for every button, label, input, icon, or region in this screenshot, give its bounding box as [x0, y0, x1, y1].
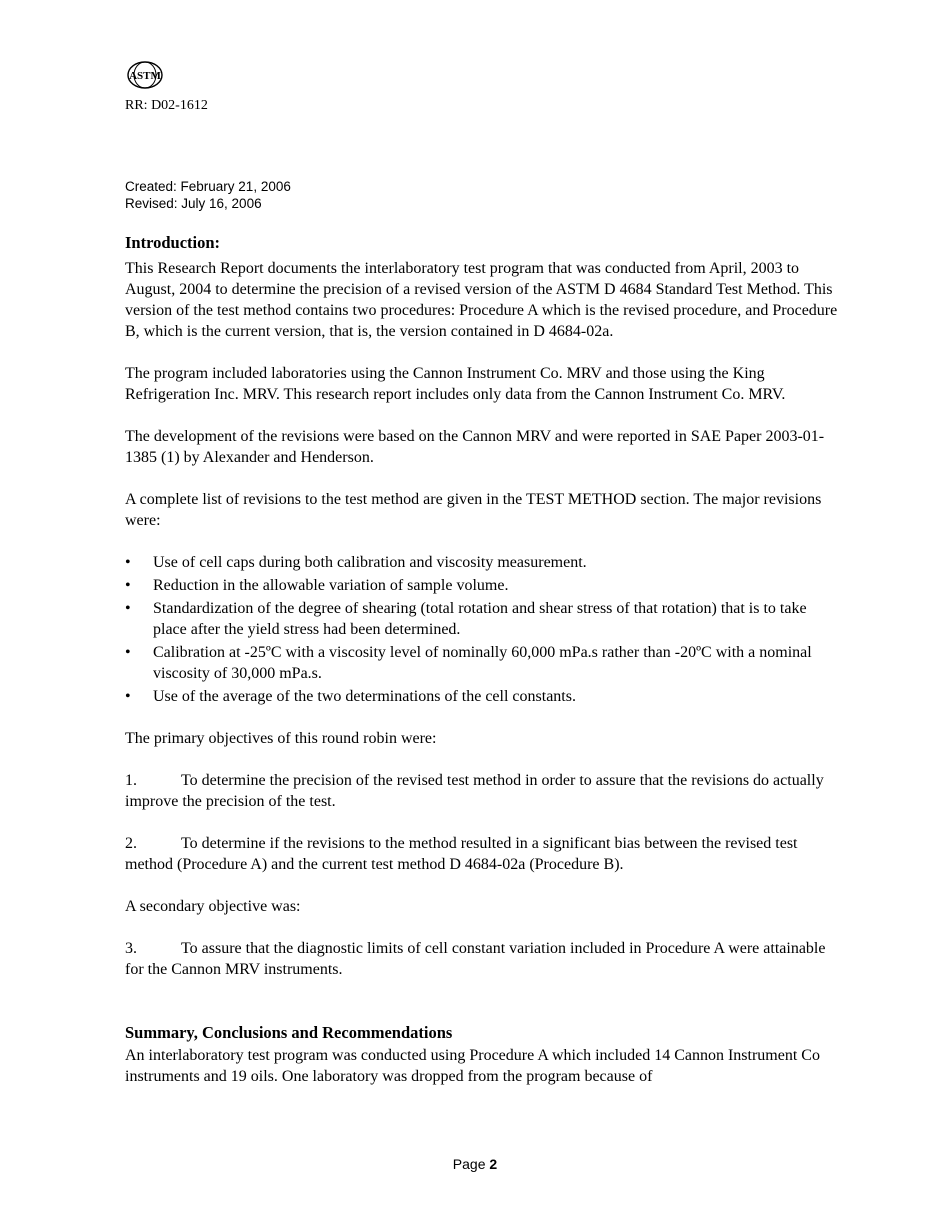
objective-2: 2. To determine if the revisions to the method resulted in a significant bias between the revised test method (Procedure A) and the current test method D 4684-02a (Procedure B). — [125, 835, 798, 873]
intro-paragraph-1: This Research Report documents the interlaboratory test program that was conducted from April, 2003 to August, 2004 to determine the precision of a revised version of the ASTM D 4684 Standard Test Method. This version of the test method contains two procedures: Procedure A which is the revised procedure, and Procedure B, which is the current version, that is, the version contained in D 4684-02a. — [125, 260, 838, 340]
page-label: Page — [452, 1156, 486, 1172]
revision-list — [125, 552, 840, 707]
bullet-icon: • — [125, 644, 131, 661]
list-item: • Use of cell caps during both calibration and viscosity measurement. — [125, 554, 587, 571]
bullet-icon: • — [125, 600, 131, 617]
intro-paragraph-2: The program included laboratories using the Cannon Instrument Co. MRV and those using the King Refrigeration Inc. MRV. This research report includes only data from the Cannon Instrument Co. MRV. — [125, 365, 786, 403]
summary-paragraph-1: An interlaboratory test program was conducted using Procedure A which included 14 Cannon Instrument Co instruments and 19 oils. One laboratory was dropped from the program because of — [125, 1047, 820, 1085]
objective-3: 3. To assure that the diagnostic limits of cell constant variation included in Procedure A were attainable for the Cannon MRV instruments. — [125, 940, 826, 978]
objectives-intro: The primary objectives of this round robin were: — [125, 730, 437, 747]
list-item: • Standardization of the degree of shearing (total rotation and shear stress of that rotation) that is to take place after the yield stress had been determined. — [125, 600, 807, 638]
summary-heading: Summary, Conclusions and Recommendations — [125, 1023, 453, 1042]
created-date: Created: February 21, 2006 — [125, 179, 291, 194]
revised-date: Revised: July 16, 2006 — [125, 196, 262, 211]
document-body — [125, 232, 840, 1108]
logo-text: ASTM — [129, 70, 161, 82]
intro-paragraph-4: A complete list of revisions to the test method are given in the TEST METHOD section. The major revisions were: — [125, 491, 822, 529]
page-footer — [0, 1156, 950, 1172]
secondary-objective-intro: A secondary objective was: — [125, 898, 301, 915]
date-block — [125, 178, 291, 212]
list-item: • Reduction in the allowable variation of sample volume. — [125, 577, 509, 594]
bullet-icon: • — [125, 554, 131, 571]
report-id: RR: D02-1612 — [125, 98, 208, 113]
astm-logo-icon — [125, 58, 165, 92]
bullet-icon: • — [125, 577, 131, 594]
page-number: 2 — [489, 1156, 498, 1172]
bullet-icon: • — [125, 688, 131, 705]
intro-heading: Introduction: — [125, 233, 221, 252]
objective-1: 1. To determine the precision of the revised test method in order to assure that the revisions do actually improve the precision of the test. — [125, 772, 824, 810]
intro-paragraph-3: The development of the revisions were based on the Cannon MRV and were reported in SAE Paper 2003-01-1385 (1) by Alexander and Henderson. — [125, 428, 825, 466]
list-item: • Calibration at -25ºC with a viscosity level of nominally 60,000 mPa.s rather than -20ºC with a nominal viscosity of 30,000 mPa.s. — [125, 644, 812, 682]
list-item: • Use of the average of the two determinations of the cell constants. — [125, 688, 576, 705]
